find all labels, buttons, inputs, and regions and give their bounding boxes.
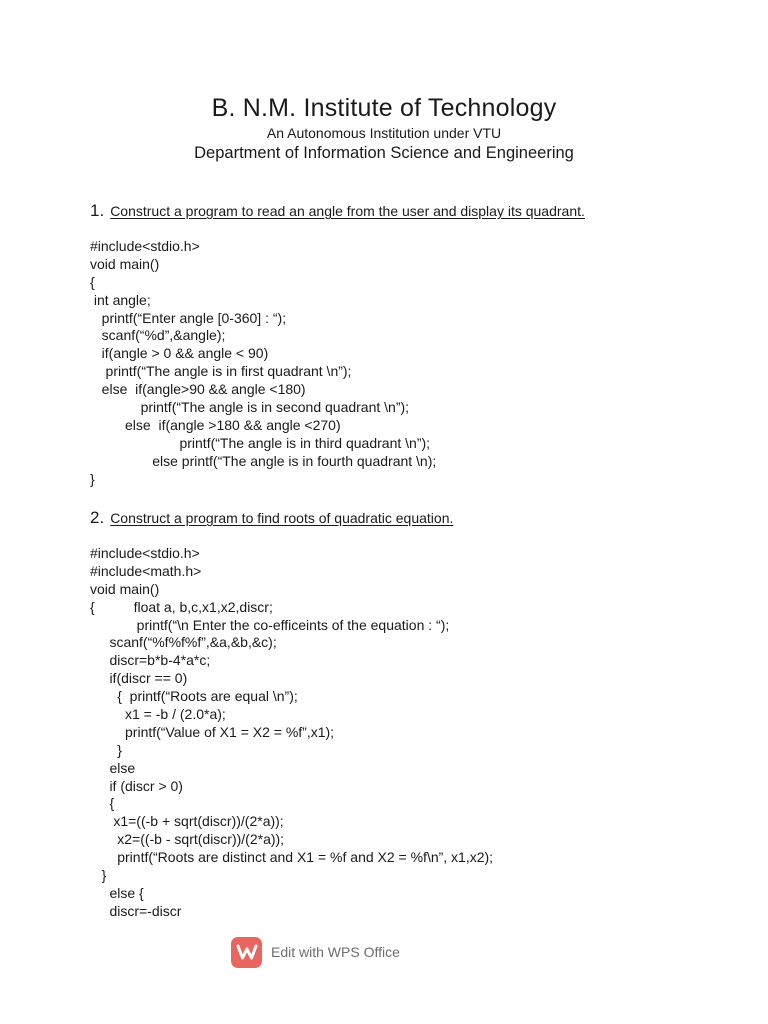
code-line: { float a, b,c,x1,x2,discr; bbox=[90, 598, 273, 615]
code-line: void main() bbox=[90, 580, 160, 597]
edit-with-wps-office-link[interactable] bbox=[231, 936, 400, 968]
code-line: printf(“The angle is in first quadrant \n”); bbox=[90, 363, 352, 380]
code-line: #include<math.h> bbox=[90, 562, 202, 579]
code-line: if (discr > 0) bbox=[90, 777, 183, 794]
code-line: discr=b*b-4*a*c; bbox=[90, 652, 211, 669]
code-line: { bbox=[90, 795, 115, 812]
code-line: discr=-discr bbox=[90, 902, 182, 919]
code-line: #include<stdio.h> bbox=[90, 238, 200, 254]
question-text: Construct a program to find roots of quadratic equation. bbox=[110, 510, 454, 526]
question-number: 1. bbox=[90, 201, 105, 220]
code-line: x1 = -b / (2.0*a); bbox=[90, 706, 226, 723]
code-line: printf(“Roots are distinct and X1 = %f and X2 = %f\n”, x1,x2); bbox=[90, 849, 494, 866]
question-2-heading bbox=[90, 508, 453, 528]
code-line: else bbox=[90, 759, 136, 776]
department-title: Department of Information Science and Engineering bbox=[194, 144, 574, 162]
code-line: if(discr == 0) bbox=[90, 670, 188, 687]
code-line: else if(angle>90 && angle <180) bbox=[90, 381, 306, 398]
code-line: scanf(“%f%f%f”,&a,&b,&c); bbox=[90, 634, 277, 651]
code-line: else { bbox=[90, 884, 144, 901]
code-line: void main() bbox=[90, 255, 160, 272]
question-1-code-block bbox=[90, 238, 436, 488]
code-line: { printf(“Roots are equal \n”); bbox=[90, 688, 298, 705]
wps-office-label: Edit with WPS Office bbox=[271, 944, 400, 960]
code-line: #include<stdio.h> bbox=[90, 545, 200, 561]
institution-title: B. N.M. Institute of Technology bbox=[211, 94, 557, 122]
institution-subtitle: An Autonomous Institution under VTU bbox=[266, 125, 502, 141]
code-line: printf(“The angle is in third quadrant \n”); bbox=[90, 434, 431, 451]
question-text: Construct a program to read an angle from the user and display its quadrant. bbox=[110, 203, 585, 219]
code-line: { bbox=[90, 273, 95, 290]
code-line: int angle; bbox=[90, 291, 151, 308]
question-1-heading bbox=[90, 201, 585, 221]
code-line: scanf(“%d”,&angle); bbox=[90, 327, 226, 344]
code-line: } bbox=[90, 741, 122, 758]
code-line: if(angle > 0 && angle < 90) bbox=[90, 345, 269, 362]
question-number: 2. bbox=[90, 508, 105, 527]
code-line: printf(“Enter angle [0-360] : “); bbox=[90, 309, 287, 326]
code-line: printf(“The angle is in second quadrant \n”); bbox=[90, 399, 410, 416]
wps-office-logo-icon bbox=[231, 937, 262, 968]
code-line: else printf(“The angle is in fourth quadrant \n); bbox=[90, 452, 437, 469]
question-2-code-block bbox=[90, 545, 493, 921]
code-line: } bbox=[90, 867, 107, 884]
code-line: x1=((-b + sqrt(discr))/(2*a)); bbox=[90, 813, 284, 830]
code-line: x2=((-b - sqrt(discr))/(2*a)); bbox=[90, 831, 285, 848]
code-line: } bbox=[90, 470, 95, 487]
code-line: printf(“\n Enter the co-efficeints of the equation : “); bbox=[90, 616, 450, 633]
code-line: printf(“Value of X1 = X2 = %f”,x1); bbox=[90, 723, 335, 740]
code-line: else if(angle >180 && angle <270) bbox=[90, 416, 341, 433]
